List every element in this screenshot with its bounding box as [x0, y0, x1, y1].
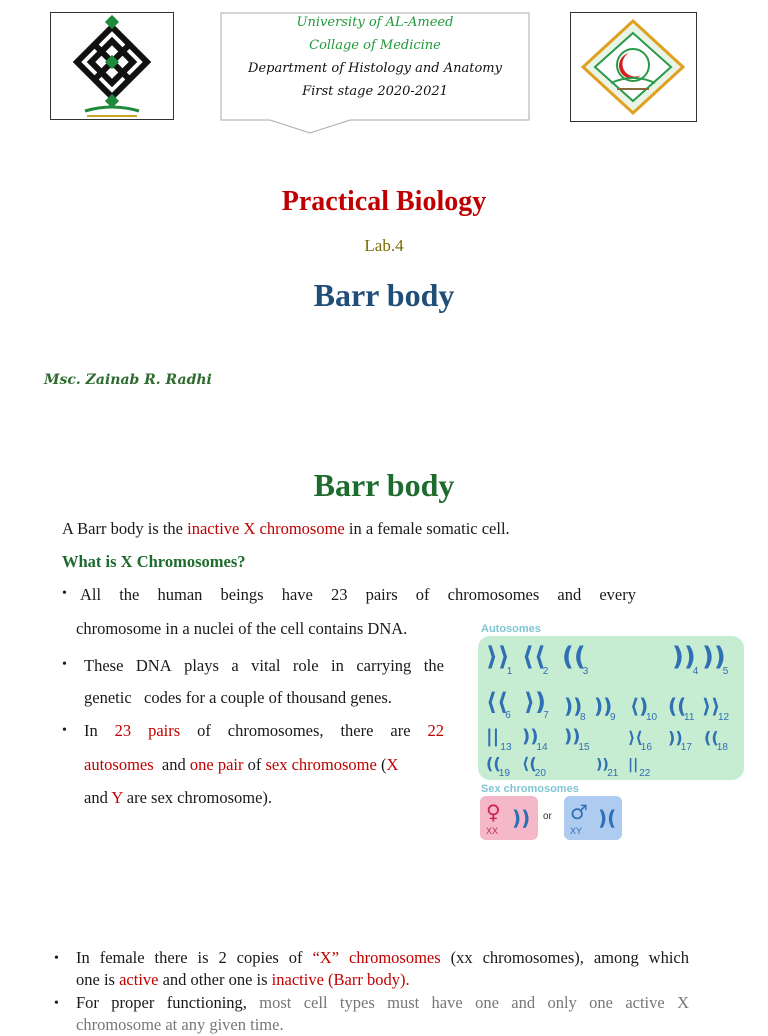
slide3-bullet2-line1 [76, 992, 689, 1014]
bullet-marker: • [62, 586, 67, 601]
text: (xx chromosomes), among which [440, 948, 690, 967]
chromosome-number: 21 [607, 768, 619, 779]
word: All [80, 585, 102, 604]
intro-highlight: inactive X chromosome [187, 519, 345, 538]
chromosome-number: 11 [684, 712, 695, 723]
word: of [415, 585, 430, 604]
bullet3-line1 [84, 714, 444, 748]
active-highlight: active [119, 970, 159, 989]
word: role [292, 656, 319, 675]
chromosome-number: 3 [582, 666, 589, 677]
word-highlight: pairs [148, 721, 181, 740]
stage-year: First stage 2020-2021 [302, 84, 448, 99]
chromosome-11: (( [668, 694, 687, 718]
chromosome-number: 18 [716, 742, 728, 753]
college-name: Collage of Medicine [309, 38, 441, 53]
phrase-highlight: sex chromosome [265, 755, 377, 774]
female-karyotype-box [480, 796, 538, 840]
female-symbol-icon: ♀ [486, 800, 501, 824]
word: human [157, 585, 203, 604]
chromosome-18: (( [704, 728, 719, 747]
inactive-highlight: inactive (Barr body). [271, 970, 410, 989]
bullet-marker: • [54, 996, 59, 1011]
word: the [119, 585, 140, 604]
word: the [423, 656, 444, 675]
chromosome-number: 17 [680, 742, 692, 753]
word: These [84, 656, 124, 675]
text: and other one is [158, 970, 272, 989]
word: DNA [135, 656, 172, 675]
slide3-bullet1 [76, 947, 689, 991]
topic-title: Barr body [313, 277, 455, 313]
paren: ( [380, 755, 387, 774]
x-highlight: X [386, 755, 399, 774]
word: chromosomes, [227, 721, 324, 740]
chromosome-22: || [628, 757, 639, 773]
chromosome-number: 7 [543, 710, 549, 721]
bullet2-line1 [84, 649, 444, 683]
word: are [390, 721, 411, 740]
chromosome-3: (( [562, 642, 586, 672]
word: plays [184, 656, 219, 675]
chromosome-14: )) [522, 726, 539, 747]
gray-highlight: most cell types must have one and only one active X [259, 993, 689, 1012]
text: are sex chromosome). [122, 788, 273, 807]
chromosome-20: ⟨( [522, 754, 537, 773]
section-question: What is X Chromosomes? [62, 552, 246, 571]
word: a [231, 656, 239, 675]
word: in [331, 656, 344, 675]
slide3-bullet1-line1 [76, 947, 689, 969]
word: pairs [365, 585, 398, 604]
university-name: University of AL-Ameed [296, 15, 454, 30]
course-title: Practical Biology [281, 186, 487, 217]
word: 23 [330, 585, 348, 604]
text: In female there is 2 copies of [76, 948, 313, 967]
chromosome-number: 12 [718, 712, 730, 723]
bullet-marker: • [62, 657, 67, 672]
chromosome-number: 6 [505, 710, 511, 721]
right-logo [570, 12, 697, 122]
chromosome-number: 10 [646, 712, 658, 723]
slide3-bullet1-line2 [76, 969, 689, 991]
chromosome-number: 5 [722, 666, 729, 677]
female-caption: XX [486, 826, 499, 836]
chromosome-number: 1 [506, 666, 513, 677]
bullet3-line2 [84, 748, 444, 782]
bullet-marker: • [54, 951, 59, 966]
sex-chromosomes-label: Sex chromosomes [481, 783, 579, 795]
text: one is [76, 970, 120, 989]
chromosome-number: 2 [542, 666, 549, 677]
chromosome-number: 22 [639, 768, 651, 779]
chromosome-number: 8 [580, 712, 586, 723]
chromosome-number: 13 [500, 742, 512, 753]
chromosome-number: 19 [498, 768, 510, 779]
phrase-highlight: one pair [189, 755, 244, 774]
male-symbol-icon: ♂ [570, 800, 588, 824]
chromosome-19: (( [486, 754, 501, 773]
phrase-highlight: autosomes [84, 755, 154, 774]
sex-chromosome-pair: )( [598, 806, 617, 830]
chromosome-15: )) [564, 726, 581, 747]
slide3-bullet2 [76, 992, 689, 1036]
y-highlight: Y [111, 788, 123, 807]
word: of [197, 721, 211, 740]
college-of-medicine-seal-icon [571, 13, 696, 121]
chromosome-number: 16 [640, 742, 652, 753]
chromosome-number: 4 [692, 666, 699, 677]
word: of [247, 755, 262, 774]
word: and [161, 755, 186, 774]
header-banner [220, 12, 530, 120]
sex-chromosome-pair: )) [512, 806, 531, 830]
slide3-bullet2-line2: chromosome at any given time. [76, 1015, 284, 1034]
slide-title: Barr body [313, 467, 455, 503]
university-calligraphy-logo-icon [51, 13, 173, 119]
bullet2-line2: genetic codes for a couple of thousand genes. [84, 688, 392, 707]
word: there [340, 721, 374, 740]
bullet1-line1 [80, 578, 636, 612]
word: beings [220, 585, 264, 604]
left-logo [50, 12, 174, 120]
chromosome-5: )) [702, 642, 726, 672]
bullet-marker: • [62, 723, 67, 738]
chromosome-17: )) [668, 728, 683, 747]
word: have [281, 585, 313, 604]
department-name: Department of Histology and Anatomy [248, 61, 502, 76]
or-label: or [543, 811, 552, 822]
chromosome-6: ⟨⟨ [486, 688, 508, 716]
intro-text: A Barr body is the [62, 519, 188, 538]
chromosome-7: ⟩) [524, 688, 546, 716]
text: and [84, 788, 112, 807]
bullet3-line3 [84, 781, 272, 815]
chromosome-1: ⟩⟩ [486, 642, 510, 672]
chromosome-10: ⟨) [630, 694, 649, 718]
chromosome-4: )) [672, 642, 696, 672]
word: every [599, 585, 636, 604]
chromosome-12: ⟩⟩ [702, 694, 721, 718]
chromosome-21: )) [596, 757, 609, 773]
male-caption: XY [570, 826, 583, 836]
male-karyotype-box [564, 796, 622, 840]
word: vital [251, 656, 281, 675]
bullet1-line2: chromosome in a nuclei of the cell contains DNA. [76, 619, 408, 638]
word-highlight: 22 [427, 721, 444, 740]
intro-sentence [62, 512, 510, 546]
chromosome-8: )) [564, 694, 583, 718]
author-name: Msc. Zainab R. Radhi [44, 372, 212, 388]
word: In [84, 721, 98, 740]
text: For proper functioning, [76, 993, 260, 1012]
x-chromosomes-highlight: “X” chromosomes [312, 948, 441, 967]
autosomes-label: Autosomes [481, 623, 541, 635]
word: chromosomes [447, 585, 540, 604]
chromosome-2: ⟨⟨ [522, 642, 546, 672]
chromosome-number: 9 [610, 712, 616, 723]
chromosome-9: )) [594, 694, 613, 718]
word-highlight: 23 [114, 721, 132, 740]
word: carrying [356, 656, 412, 675]
lab-number: Lab.4 [364, 236, 404, 255]
chromosome-number: 20 [534, 768, 546, 779]
chromosome-number: 15 [578, 742, 590, 753]
chromosome-13: || [486, 726, 500, 747]
word: and [557, 585, 582, 604]
intro-text-end: in a female somatic cell. [344, 519, 510, 538]
chromosome-16: ⟩⟨ [628, 728, 643, 747]
chromosome-number: 14 [536, 742, 548, 753]
